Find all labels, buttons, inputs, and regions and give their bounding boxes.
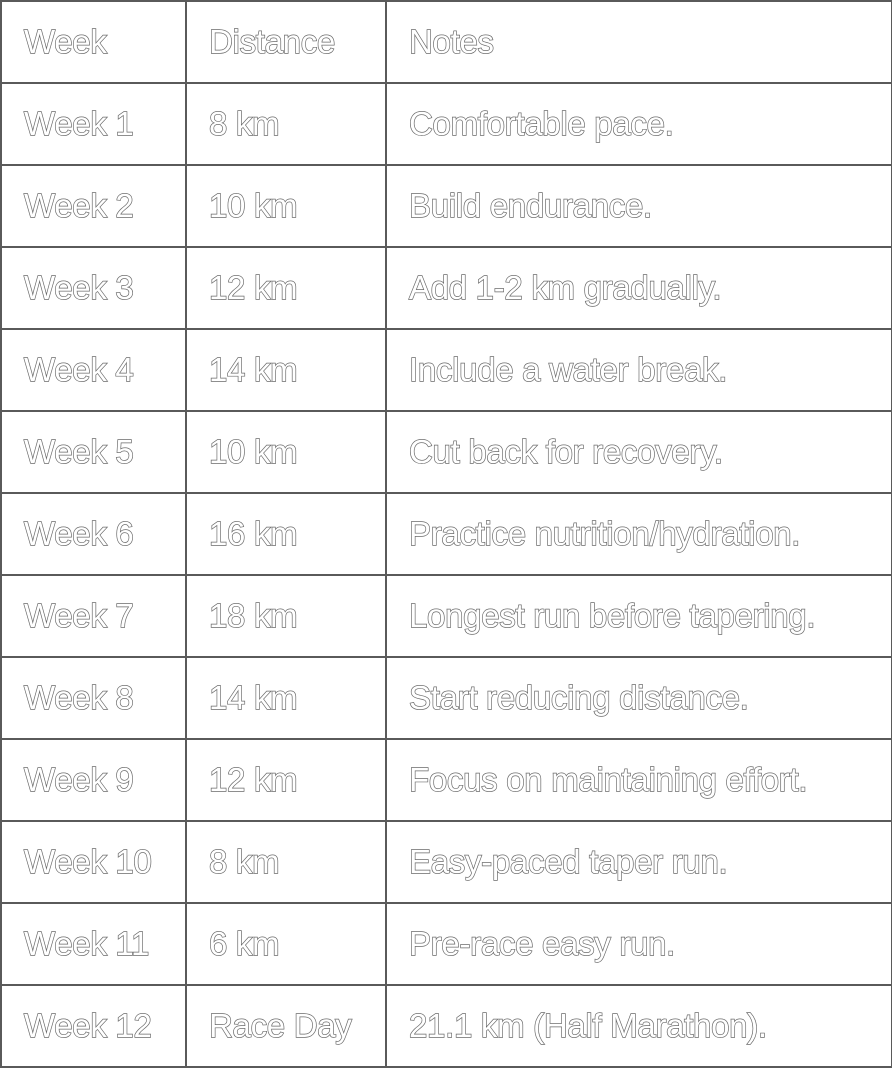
table-row	[1, 329, 892, 411]
notes-cell: Easy-paced taper run.	[386, 821, 892, 903]
table-row	[1, 739, 892, 821]
distance-cell: 10 km	[186, 411, 386, 493]
notes-cell: Cut back for recovery.	[386, 411, 892, 493]
notes-cell: Pre-race easy run.	[386, 903, 892, 985]
header-row	[1, 1, 892, 83]
notes-cell: Comfortable pace.	[386, 83, 892, 165]
notes-cell: Add 1-2 km gradually.	[386, 247, 892, 329]
distance-cell: 10 km	[186, 165, 386, 247]
distance-cell: 12 km	[186, 247, 386, 329]
week-cell: Week 12	[1, 985, 186, 1067]
distance-cell: 14 km	[186, 657, 386, 739]
week-cell: Week 8	[1, 657, 186, 739]
notes-cell: Include a water break.	[386, 329, 892, 411]
table-row	[1, 493, 892, 575]
week-cell: Week 4	[1, 329, 186, 411]
week-cell: Week 10	[1, 821, 186, 903]
week-cell: Week 9	[1, 739, 186, 821]
table-row	[1, 821, 892, 903]
table-row	[1, 411, 892, 493]
week-cell: Week 3	[1, 247, 186, 329]
header-notes: Notes	[386, 1, 892, 83]
distance-cell: 16 km	[186, 493, 386, 575]
week-cell: Week 7	[1, 575, 186, 657]
week-cell: Week 1	[1, 83, 186, 165]
week-cell: Week 11	[1, 903, 186, 985]
week-cell: Week 6	[1, 493, 186, 575]
table-row	[1, 165, 892, 247]
notes-cell: Build endurance.	[386, 165, 892, 247]
header-week: Week	[1, 1, 186, 83]
distance-cell: 12 km	[186, 739, 386, 821]
distance-cell: 14 km	[186, 329, 386, 411]
distance-cell: Race Day	[186, 985, 386, 1067]
distance-cell: 8 km	[186, 83, 386, 165]
table-row	[1, 83, 892, 165]
notes-cell: Focus on maintaining effort.	[386, 739, 892, 821]
distance-cell: 18 km	[186, 575, 386, 657]
week-cell: Week 2	[1, 165, 186, 247]
distance-cell: 8 km	[186, 821, 386, 903]
week-cell: Week 5	[1, 411, 186, 493]
distance-cell: 6 km	[186, 903, 386, 985]
table-row	[1, 247, 892, 329]
header-distance: Distance	[186, 1, 386, 83]
notes-cell: Start reducing distance.	[386, 657, 892, 739]
notes-cell: 21.1 km (Half Marathon).	[386, 985, 892, 1067]
notes-cell: Longest run before tapering.	[386, 575, 892, 657]
table-row	[1, 985, 892, 1067]
table-row	[1, 657, 892, 739]
notes-cell: Practice nutrition/hydration.	[386, 493, 892, 575]
table-row	[1, 575, 892, 657]
table-row	[1, 903, 892, 985]
